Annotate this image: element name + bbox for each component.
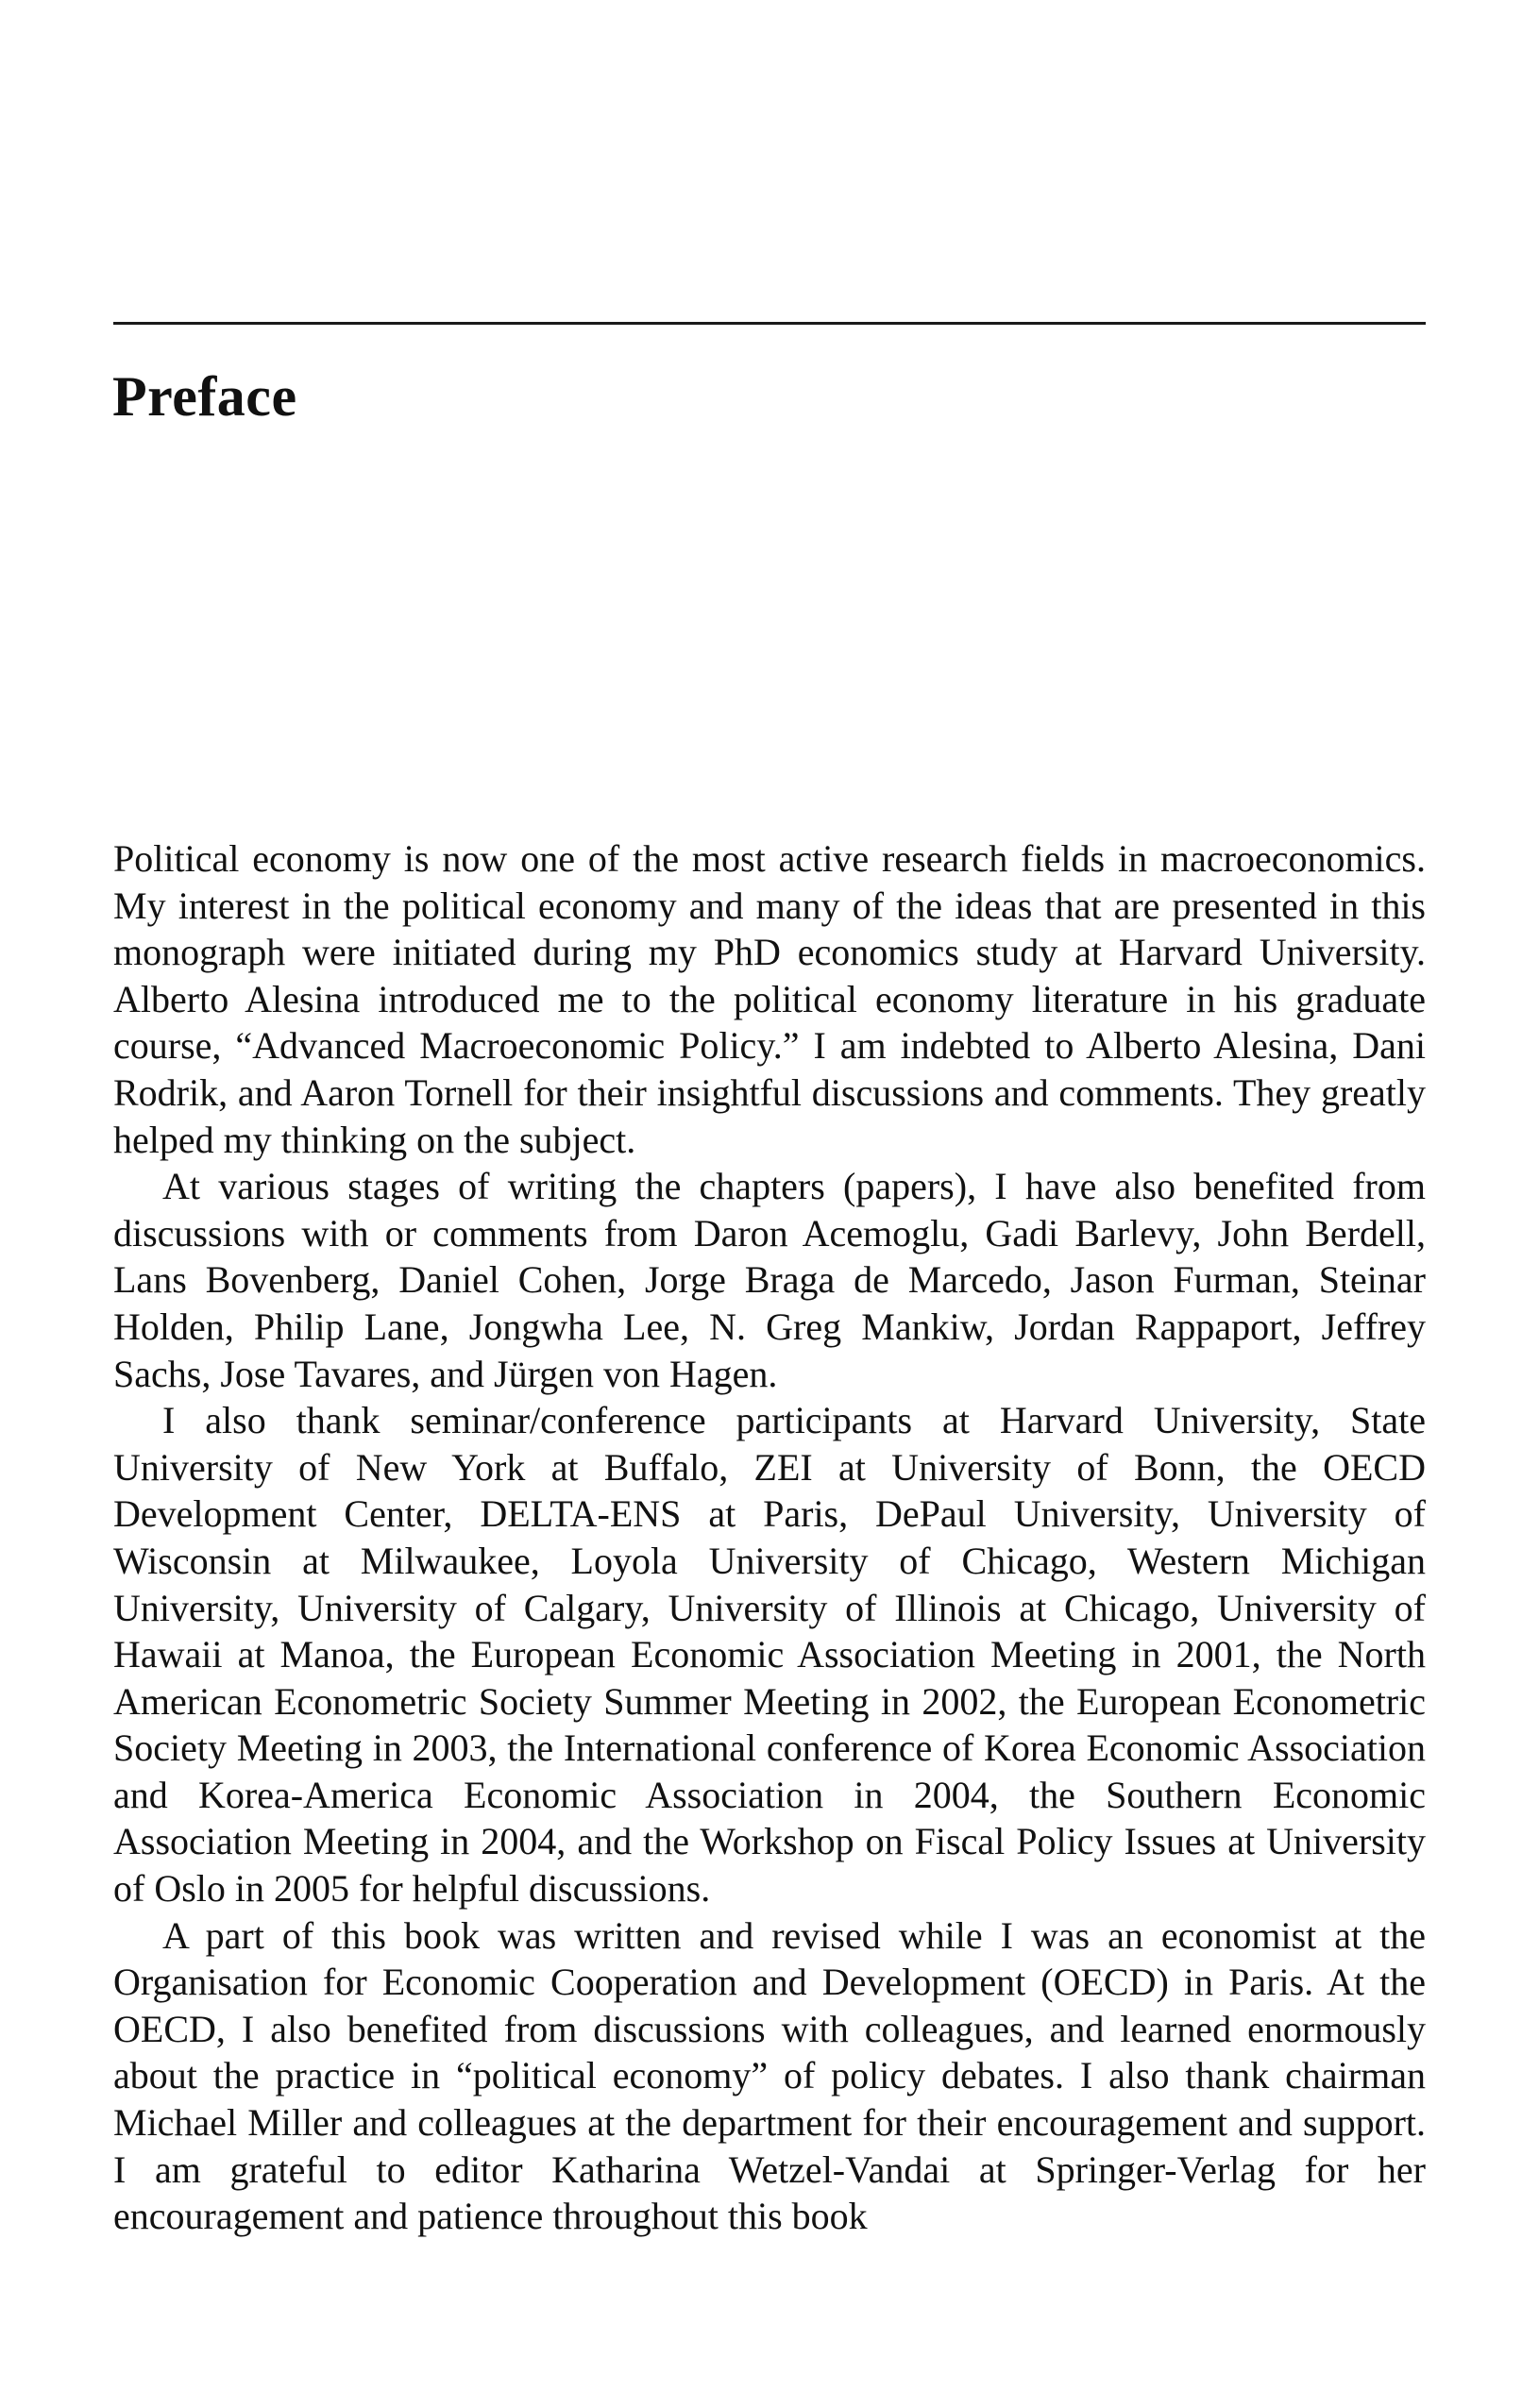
paragraph-2: At various stages of writing the chapters (papers), I have also benefited from discussions with or comments from Daron Acemoglu, Gadi Barlevy, John Berdell, Lans Bovenberg, Daniel Cohen, Jorge Braga de Marcedo, Jason Furman, Steinar Holden, Philip Lane, Jongwha Lee, N. Greg Mankiw, Jordan Rappaport, Jeffrey Sachs, Jose Tavares, and Jürgen von Hagen.	[113, 1165, 1426, 1395]
chapter-rule	[113, 322, 1426, 325]
preface-body	[113, 835, 1426, 2240]
paragraph-1: Political economy is now one of the most active research fields in macroeconomics. My interest in the political economy and many of the ideas that are presented in this monograph were initiated during my PhD economics study at Harvard University. Alberto Alesina introduced me to the political economy literature in his graduate course, “Advanced Macroeconomic Policy.” I am indebted to Alberto Alesina, Dani Rodrik, and Aaron Tornell for their insightful discussions and comments. They greatly helped my thinking on the subject.	[113, 837, 1426, 1161]
paragraph-4: A part of this book was written and revised while I was an economist at the Organisation for Economic Cooperation and Development (OECD) in Paris. At the OECD, I also benefited from discussions with colleagues, and learned enormously about the practice in “political economy” of policy debates. I also thank chairman Michael Miller and colleagues at the department for their encouragement and support. I am grateful to editor Katharina Wetzel-Vandai at Springer-Verlag for her encouragement and patience throughout this book	[113, 1913, 1426, 2238]
paragraph-3: I also thank seminar/conference participants at Harvard University, State University of New York at Buffalo, ZEI at University of Bonn, the OECD Development Center, DELTA-ENS at Paris, DePaul University, University of Wisconsin at Milwaukee, Loyola University of Chicago, Western Michigan University, University of Calgary, University of Illinois at Chicago, University of Hawaii at Manoa, the European Economic Association Meeting in 2001, the North American Econometric Society Summer Meeting in 2002, the European Econometric Society Meeting in 2003, the International conference of Korea Economic Association and Korea-America Economic Association in 2004, the Southern Economic Association Meeting in 2004, and the Workshop on Fiscal Policy Issues at University of Oslo in 2005 for helpful discussions.	[113, 1399, 1426, 1911]
chapter-title: Preface	[112, 365, 297, 428]
